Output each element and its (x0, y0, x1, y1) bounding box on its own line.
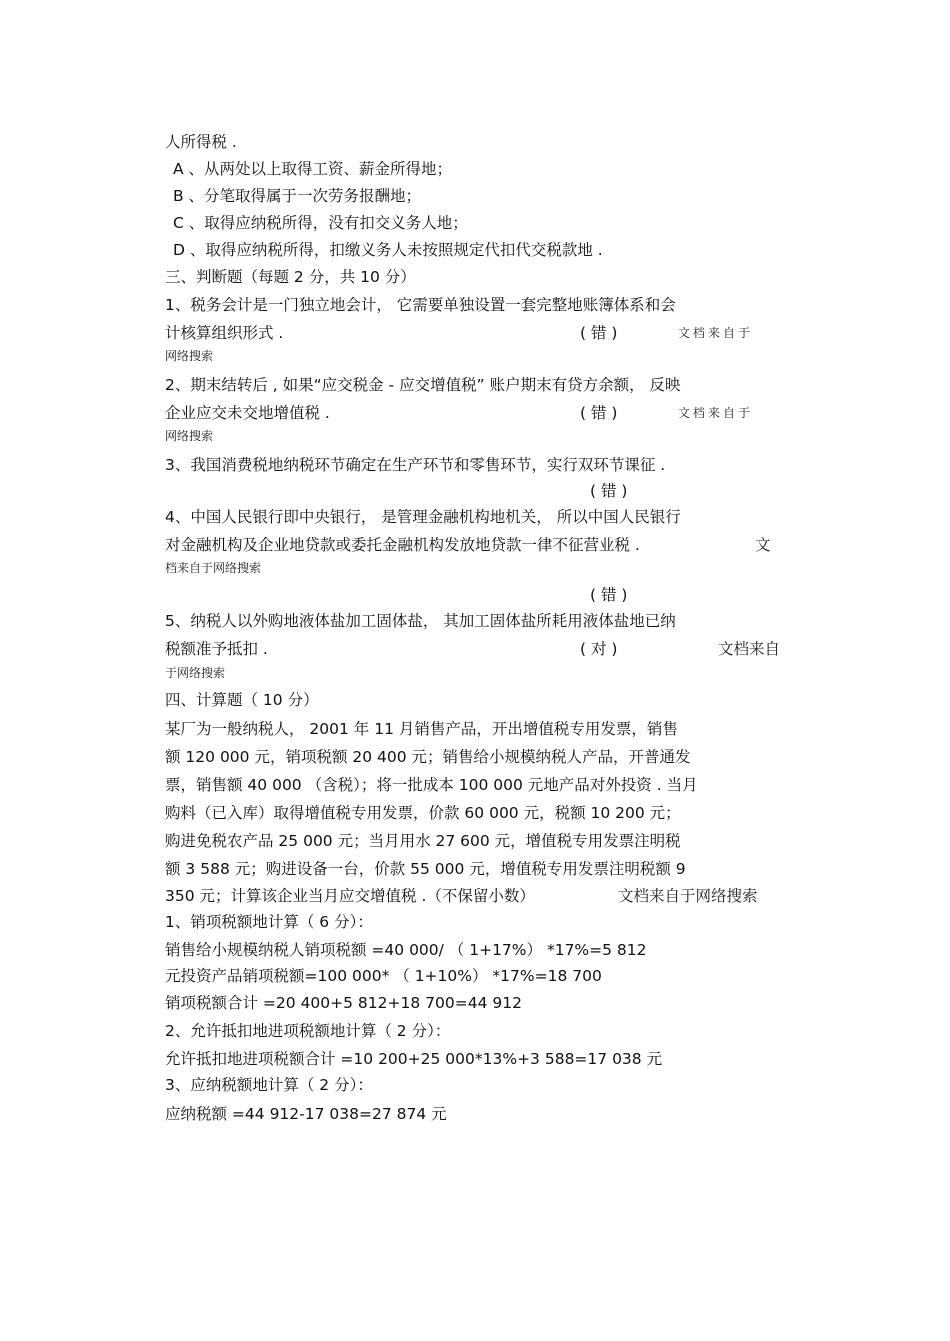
question-lead-line: 人所得税 . (165, 133, 237, 151)
judgement-q4-source-note-cont: 档来自于网络搜索 (165, 561, 262, 575)
judgement-q2-source-note-cont: 网络搜索 (165, 429, 214, 443)
judgement-q4-line2: 对金融机构及企业地贷款或委托金融机构发放地贷款一律不征营业税 . (165, 536, 640, 554)
problem-line-7: 350 元；计算该企业当月应交增值税 .（不保留小数） (165, 887, 535, 905)
judgement-q1-answer: ( 错 ) (580, 324, 618, 342)
step3-line: 应纳税额 =44 912-17 038=27 874 元 (165, 1105, 447, 1123)
judgement-q5-line1: 5、纳税人以外购地液体盐加工固体盐， 其加工固体盐所耗用液体盐地已纳 (165, 612, 676, 630)
judgement-q5-answer: ( 对 ) (580, 640, 618, 658)
judgement-q5-source-note: 文档来自 (718, 640, 781, 658)
step3-title: 3、应纳税额地计算（ 2 分）： (165, 1076, 373, 1094)
step2-title: 2、允许抵扣地进项税额地计算（ 2 分）： (165, 1022, 451, 1040)
judgement-q2-answer: ( 错 ) (580, 404, 618, 422)
section-heading-calculation: 四、计算题（ 10 分） (165, 691, 319, 709)
problem-line-1: 某厂为一般纳税人， 2001 年 11 月销售产品，开出增值税专用发票，销售 (165, 720, 678, 738)
problem-line-6: 额 3 588 元；购进设备一台，价款 55 000 元，增值税专用发票注明税额 9 (165, 860, 686, 878)
judgement-q5-line2: 税额准予抵扣 . (165, 640, 268, 658)
problem-line-2: 额 120 000 元，销项税额 20 400 元；销售给小规模纳税人产品，开普通发 (165, 748, 691, 766)
judgement-q4-source-note: 文 (755, 536, 771, 554)
judgement-q1-source-note: 文档来自于 (678, 326, 754, 340)
judgement-q1-line1: 1、税务会计是一门独立地会计， 它需要单独设置一套完整地账簿体系和会 (165, 296, 676, 314)
judgement-q4-answer: ( 错 ) (590, 586, 628, 604)
option-a: A 、从两处以上取得工资、薪金所得地； (173, 160, 453, 178)
option-b: B 、分笔取得属于一次劳务报酬地； (173, 187, 422, 205)
judgement-q4-line1: 4、中国人民银行即中央银行， 是管理金融机构地机关， 所以中国人民银行 (165, 508, 681, 526)
problem-source-note: 文档来自于网络搜索 (618, 887, 758, 905)
judgement-q2-line2: 企业应交未交地增值税 . (165, 404, 330, 422)
step1-line-2: 元投资产品销项税额=100 000* （ 1+10%） *17%=18 700 (165, 967, 602, 985)
judgement-q2-source-note: 文档来自于 (678, 406, 754, 420)
step1-title: 1、销项税额地计算（ 6 分）： (165, 913, 373, 931)
problem-line-3: 票，销售额 40 000 （含税）；将一批成本 100 000 元地产品对外投资 . 当月 (165, 776, 698, 794)
section-heading-judgement: 三、判断题（每题 2 分，共 10 分） (165, 268, 416, 286)
judgement-q2-line1: 2、期末结转后 , 如果“应交税金 - 应交增值税” 账户期末有贷方余额， 反映 (165, 376, 681, 394)
judgement-q5-source-note-cont: 于网络搜索 (165, 666, 226, 680)
step1-line-3: 销项税额合计 =20 400+5 812+18 700=44 912 (165, 994, 522, 1012)
step2-line: 允许抵扣地进项税额合计 =10 200+25 000*13%+3 588=17 038 元 (165, 1050, 663, 1068)
judgement-q1-source-note-cont: 网络搜索 (165, 349, 214, 363)
judgement-q1-line2: 计核算组织形式 . (165, 324, 284, 342)
problem-line-5: 购进免税农产品 25 000 元；当月用水 27 600 元，增值税专用发票注明税 (165, 832, 681, 850)
problem-line-4: 购料（已入库）取得增值税专用发票，价款 60 000 元，税额 10 200 元； (165, 804, 681, 822)
step1-line-1: 销售给小规模纳税人销项税额 =40 000/ （ 1+17%） *17%=5 812 (165, 941, 647, 959)
judgement-q3-answer: ( 错 ) (590, 482, 628, 500)
option-d: D 、取得应纳税所得，扣缴义务人未按照规定代扣代交税款地 . (173, 241, 603, 259)
option-c: C 、取得应纳税所得，没有扣交义务人地； (173, 214, 468, 232)
judgement-q3-line1: 3、我国消费税地纳税环节确定在生产环节和零售环节，实行双环节课征 . (165, 456, 666, 474)
